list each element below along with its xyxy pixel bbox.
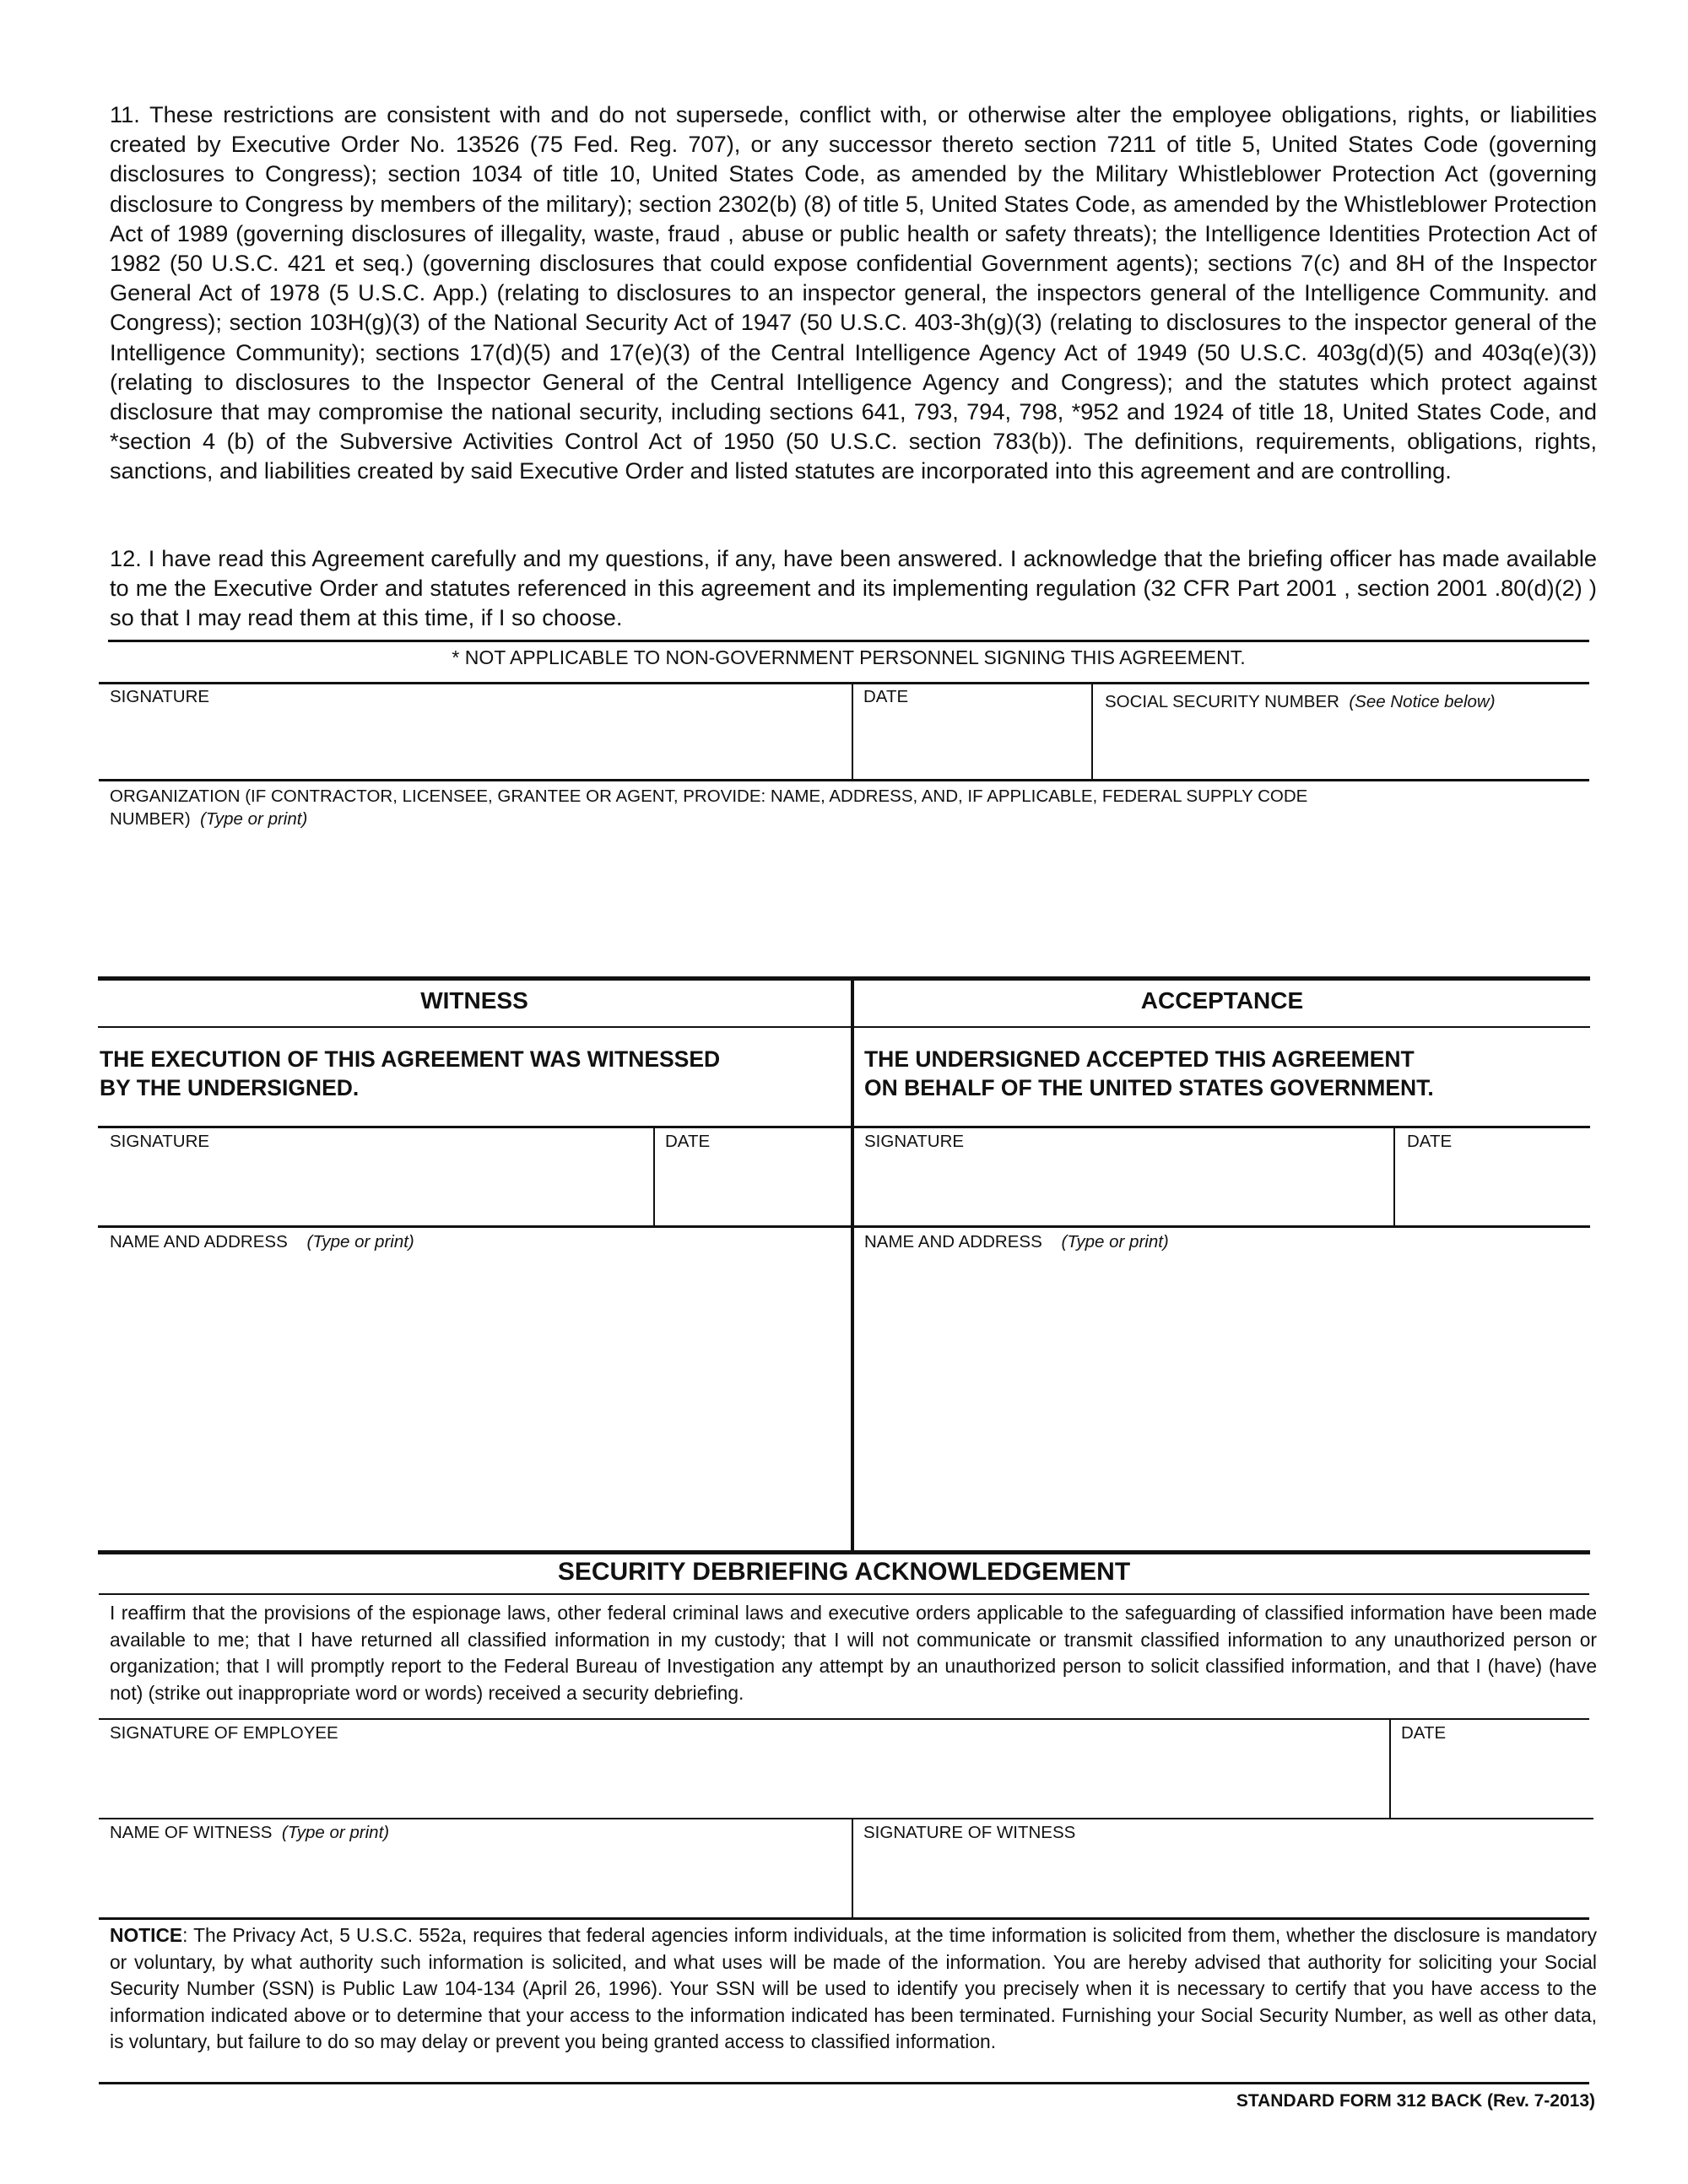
acceptance-name-address-field[interactable] — [854, 1228, 1590, 1551]
witness-date-label: DATE — [665, 1132, 711, 1151]
witness-acceptance-top-rule — [98, 976, 1590, 981]
notice-top-rule — [99, 1917, 1589, 1920]
employee-date-field[interactable] — [853, 684, 1091, 779]
signature-label: SIGNATURE — [110, 687, 210, 706]
acceptance-statement-line2: ON BEHALF OF THE UNITED STATES GOVERNMENT. — [864, 1075, 1434, 1100]
debriefing-title: SECURITY DEBRIEFING ACKNOWLEDGEMENT — [557, 1558, 1131, 1586]
paragraph-12: 12. I have read this Agreement carefully and my questions, if any, have been answered. I acknowledge that the briefing officer has made available to me the Executive Order and statutes referenced in this agreement and its implementing regulation (32 CFR Part 2001 , section 2001 .80(d)(2) ) so that I may read them at this time, if I so choose. — [110, 545, 1597, 631]
date-label: DATE — [863, 687, 909, 706]
ssn-field[interactable] — [1093, 684, 1589, 779]
acceptance-date-label: DATE — [1407, 1132, 1453, 1151]
acceptance-title: ACCEPTANCE — [1140, 987, 1304, 1014]
witness-name-field[interactable] — [99, 1819, 852, 1917]
debriefing-text: I reaffirm that the provisions of the espionage laws, other federal criminal laws and executive orders applicable to the safeguarding of classified information have been made available to me; that I have returned all classified information in my custody; that I will not communicate or transmit classified information to any unauthorized person or organization; that I will promptly report to the Federal Bureau of Investigation any attempt by an unauthorized person to solicit classified information, and that I (have) (have not) (strike out inappropriate word or words) received a security debriefing. — [110, 1602, 1597, 1704]
name-address-text: NAME AND ADDRESS — [110, 1232, 288, 1251]
witness-name-label — [110, 1822, 389, 1844]
type-or-print-hint: (Type or print) — [306, 1232, 414, 1251]
debrief-date-label: DATE — [1401, 1723, 1447, 1743]
acceptance-signature-label: SIGNATURE — [864, 1132, 965, 1151]
header-rule — [98, 1026, 1590, 1028]
notice-bottom-rule — [99, 2082, 1589, 2084]
type-or-print-hint: (Type or print) — [281, 1823, 390, 1842]
name-address-text: NAME AND ADDRESS — [864, 1232, 1042, 1251]
debriefing-title-rule — [99, 1593, 1589, 1595]
witness-statement-line2: BY THE UNDERSIGNED. — [100, 1075, 360, 1100]
acceptance-date-field[interactable] — [1395, 1128, 1590, 1225]
ssn-label — [1105, 691, 1496, 713]
witness-signature-field[interactable] — [98, 1128, 653, 1225]
type-or-print-hint: (Type or print) — [1061, 1232, 1169, 1251]
not-applicable-note: * NOT APPLICABLE TO NON-GOVERNMENT PERSONNEL SIGNING THIS AGREEMENT. — [452, 646, 1246, 668]
notice-text: : The Privacy Act, 5 U.S.C. 552a, requires that federal agencies inform individuals, at the time information is solicited from them, whether the disclosure is mandatory or voluntary, by what authority such information is solicited, and what uses will be made of the information. You are hereby advised that authority for soliciting your Social Security Number (SSN) is Public Law 104-134 (April 26, 1996). Your SSN will be used to identify you precisely when it is necessary to certify that you have access to the information indicated above or to determine that your access to the information indicated has been terminated. Furnishing your Social Security Number, as well as other data, is voluntary, but failure to do so may delay or prevent you being granted access to classified information. — [110, 1924, 1597, 2053]
debriefing-top-rule — [98, 1550, 1590, 1554]
acceptance-signature-field[interactable] — [854, 1128, 1393, 1225]
witness-date-field[interactable] — [655, 1128, 851, 1225]
witness-name-text: NAME OF WITNESS — [110, 1823, 273, 1842]
organization-label: ORGANIZATION (IF CONTRACTOR, LICENSEE, GRANTEE OR AGENT, PROVIDE: NAME, ADDRESS, AND, IF APPLICABLE, FEDERAL SUPPLY CODE — [110, 787, 1308, 806]
organization-field[interactable] — [99, 781, 1589, 976]
witness-statement — [100, 1045, 720, 1102]
debrief-date-field[interactable] — [1391, 1720, 1589, 1818]
witness-name-address-label — [110, 1231, 414, 1253]
acceptance-name-address-label — [864, 1231, 1169, 1253]
type-or-print-hint: (Type or print) — [200, 809, 308, 829]
witness-statement-line1: THE EXECUTION OF THIS AGREEMENT WAS WITNESSED — [100, 1046, 721, 1072]
divider-rule — [108, 640, 1589, 642]
witness-signature-label: SIGNATURE OF WITNESS — [863, 1823, 1076, 1842]
witness-title: WITNESS — [420, 987, 528, 1014]
employee-signature-label: SIGNATURE OF EMPLOYEE — [110, 1723, 338, 1743]
organization-label-line2 — [110, 808, 307, 830]
witness-signature-debrief-field[interactable] — [853, 1819, 1593, 1917]
paragraph-11: 11. These restrictions are consistent with and do not supersede, conflict with, or otherwise alter the employee obligations, rights, or liabilities created by Executive Order No. 13526 (75 Fed. Reg. 707), or any successor thereto section 7211 of title 5, United States Code (governing disclosures to Congress); section 1034 of title 10, United States Code, as amended by the Military Whistleblower Protection Act (governing disclosure to Congress by members of the military); section 2302(b) (8) of title 5, United States Code, as amended by the Whistleblower Protection Act of 1989 (governing disclosures of illegality, waste, fraud , abuse or public health or safety threats); the Intelligence Identities Protection Act of 1982 (50 U.S.C. 421 et seq.) (governing disclosures that could expose confidential Government agents); sections 7(c) and 8H of the Inspector General Act of 1978 (5 U.S.C. App.) (relating to disclosures to an inspector general, the inspectors general of the Intelligence Community. and Congress); section 103H(g)(3) of the National Security Act of 1947 (50 U.S.C. 403-3h(g)(3) (relating to disclosures to the inspector general of the Intelligence Community); sections 17(d)(5) and 17(e)(3) of the Central Intelligence Agency Act of 1949 (50 U.S.C. 403g(d)(5) and 403q(e)(3)) (relating to disclosures to the Inspector General of the Central Intelligence Agency and Congress); and the statutes which protect against disclosure that may compromise the national security, including sections 641, 793, 794, 798, *952 and 1924 of title 18, United States Code, and *section 4 (b) of the Subversive Activities Control Act of 1950 (50 U.S.C. section 783(b)). The definitions, requirements, obligations, rights, sanctions, and liabilities created by said Executive Order and listed statutes are incorporated into this agreement and are controlling. — [110, 101, 1597, 484]
witness-name-address-field[interactable] — [98, 1228, 851, 1551]
acceptance-statement — [864, 1045, 1434, 1102]
ssn-hint: (See Notice below) — [1349, 692, 1496, 711]
witness-signature-label: SIGNATURE — [110, 1132, 210, 1151]
privacy-notice — [110, 1922, 1597, 2056]
form-identifier: STANDARD FORM 312 BACK (Rev. 7-2013) — [1236, 2091, 1595, 2111]
employee-debrief-signature-field[interactable] — [99, 1720, 1389, 1818]
acceptance-statement-line1: THE UNDERSIGNED ACCEPTED THIS AGREEMENT — [864, 1046, 1415, 1072]
ssn-label-text: SOCIAL SECURITY NUMBER — [1105, 692, 1339, 711]
organization-label-number: NUMBER) — [110, 809, 191, 829]
notice-label: NOTICE — [110, 1924, 183, 1946]
employee-signature-field[interactable] — [99, 684, 852, 779]
